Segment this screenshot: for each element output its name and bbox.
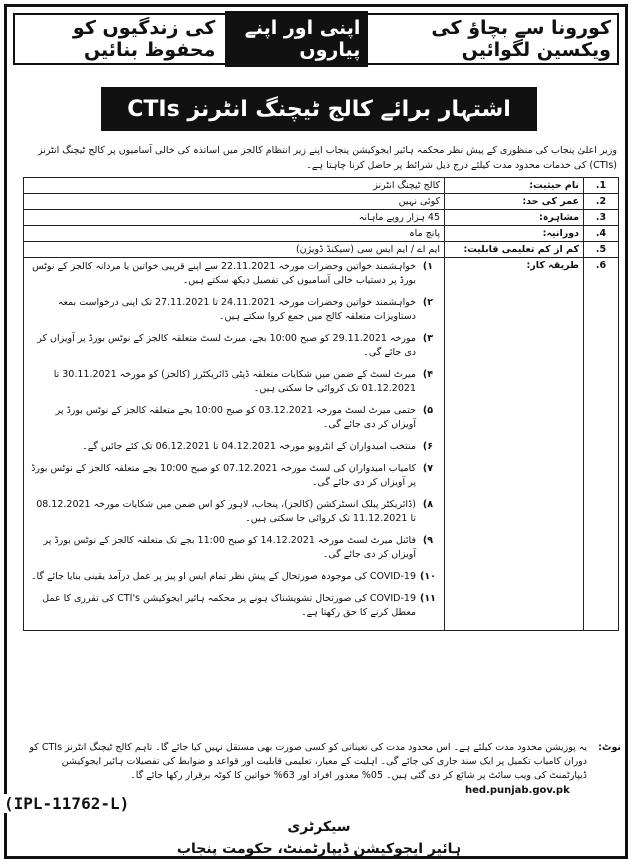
step-text: کامیاب امیدواران کی لسٹ مورخہ 07.12.2021 کو صبح 10:00 بجے متعلقہ کالجز کے نوٹس بورڈ پر آویزاں کر دی جائے گی۔ [31, 463, 416, 488]
step-text: مورخہ 29.11.2021 کو صبح 10:00 بجے، میرٹ لسٹ متعلقہ کالجز کے نوٹس بورڈ پر آویزاں کر دی جائے گی۔ [37, 333, 416, 358]
row-number: 2. [584, 194, 619, 210]
step-text: منتخب امیدواران کے انٹرویو مورخہ 04.12.2021 تا 06.12.2021 تک کئے جائیں گے۔ [82, 441, 416, 452]
row-number: 6. [584, 258, 619, 631]
table-row [24, 178, 619, 194]
signature-department: ہائیر ایجوکیشن ڈیپارٹمنٹ، حکومت پنجاب [176, 841, 462, 857]
intro-paragraph: وزیر اعلیٰ پنجاب کی منظوری کے پیش نظر محکمہ ہائیر ایجوکیشن پنجاب اپنے زیر انتظام کالجز میں اساتذہ کی خالی آسامیوں پر کالج ٹیچنگ انٹرنز (CTIs) کی خدمات محدود مدت کیلئے درج ذیل شرائط پر حاصل کرنا چاہتا ہے۔ [38, 145, 617, 171]
row-value: 45 ہزار روپے ماہانہ [24, 210, 445, 226]
row-label: نام حیثیت: [445, 178, 584, 194]
table-row [24, 226, 619, 242]
terms-table [23, 177, 619, 631]
note-text: یہ پوزیشن محدود مدت کیلئے ہے۔ اس محدود مدت کی تعیناتی کو کسی صورت بھی مستقل نہیں کیا جائے گا۔ تاہم کالج ٹیچنگ انٹرنز CTIs کو دوران کامیاب تکمیل پر ایک سند جاری کی جائے گی۔ اہلیت کے معیار، تعلیمی قابلیت اور قواعد و ضوابط کی تفصیلات ہائیر ایجوکیشن ڈیپارٹمنٹ کی ویب سائٹ پر شائع کر دی گئی ہیں۔ 05% معذور افراد اور 63% خواتین کا کوٹہ برقرار رکھا جائے گا۔ [29, 742, 587, 781]
row-label: عمر کی حد: [445, 194, 584, 210]
covid-banner [13, 13, 619, 65]
list-item [28, 462, 440, 490]
list-item [28, 296, 440, 324]
table-row [24, 242, 619, 258]
list-item [28, 440, 440, 454]
step-number: ۷) [422, 463, 434, 474]
step-text: حتمی میرٹ لسٹ مورخہ 03.12.2021 کو صبح 10:00 بجے متعلقہ کالجز کے نوٹس بورڈ پر آویزاں کر دی جائے گی۔ [55, 405, 416, 430]
list-item [28, 534, 440, 562]
step-text: میرٹ لسٹ کے ضمن میں شکایات متعلقہ ڈپٹی ڈائریکٹرز (کالجز) کو مورخہ 30.11.2021 تا 01.12.2021 تک کروائی جا سکتی ہیں۔ [53, 369, 416, 394]
row-label: کم از کم تعلیمی قابلیت: [445, 242, 584, 258]
table-row [24, 194, 619, 210]
row-value: پانچ ماہ [24, 226, 445, 242]
step-text: فائنل میرٹ لسٹ مورخہ 14.12.2021 کو صبح 11:00 بجے تک متعلقہ کالجز کے نوٹس بورڈ پر آویزاں کر دی جائے گی۔ [43, 535, 416, 560]
list-item [28, 592, 440, 620]
list-item [28, 368, 440, 396]
procedure-steps [28, 260, 440, 620]
step-number: ۴) [422, 369, 434, 380]
note-label: نوٹ: [598, 742, 621, 753]
row-number: 1. [584, 178, 619, 194]
ipl-reference: (IPL-11762-L) [4, 794, 130, 813]
step-number: ۱۱) [420, 593, 436, 604]
list-item [28, 498, 440, 526]
list-item [28, 332, 440, 360]
step-number: ۳) [422, 333, 434, 344]
step-number: ۶) [422, 441, 434, 452]
banner-part-1: کورونا سے بچاؤ کی ویکسین لگوائیں [431, 17, 611, 61]
row-value: کوئی نہیں [24, 194, 445, 210]
row-label: طریقہ کار: [445, 258, 584, 631]
row-number: 3. [584, 210, 619, 226]
signature-title: سیکرٹری [287, 819, 351, 835]
step-number: ۵) [422, 405, 434, 416]
step-text: COVID-19 کی صورتحال تشویشناک ہونے پر محکمہ ہائیر ایجوکیشن CTI's کی تقرری کا عمل معطل کرنے کا حق رکھتا ہے۔ [42, 593, 416, 618]
row-value: ایم اے / ایم ایس سی (سیکنڈ ڈویژن) [24, 242, 445, 258]
list-item [28, 570, 440, 584]
procedure-steps-cell [24, 258, 445, 631]
step-text: خواہشمند خواتین وحضرات مورخہ 24.11.2021 تا 27.11.2021 تک اپنی درخواست بمعہ دستاویزات متعلقہ کالج میں جمع کروا سکتے ہیں۔ [57, 297, 416, 322]
row-label: مشاہرہ: [445, 210, 584, 226]
list-item [28, 260, 440, 288]
table-row [24, 210, 619, 226]
banner-part-2: اپنی اور اپنے پیاروں [225, 11, 368, 67]
banner-part-3: کی زندگیوں کو محفوظ بنائیں [72, 17, 216, 61]
note-block [27, 741, 621, 783]
step-number: ۱۰) [420, 571, 436, 582]
advertisement-title: اشتہار برائے کالج ٹیچنگ انٹرنز CTIs [101, 87, 537, 131]
list-item [28, 404, 440, 432]
step-text: COVID-19 کی موجودہ صورتحال کے پیش نظر تمام ایس او پیز پر عمل درآمد یقینی بنایا جائے گا۔ [30, 571, 416, 582]
website-link[interactable]: hed.punjab.gov.pk [465, 785, 570, 796]
step-text: خواہشمند خواتین وحضرات مورخہ 22.11.2021 سے اپنے قریبی خواتین یا مردانہ کالجز کے نوٹس بورڈ پر دستیاب خالی آسامیوں کی تفصیل دیکھ سکتے ہیں۔ [32, 261, 416, 286]
step-number: ۲) [422, 297, 434, 308]
step-number: ۹) [422, 535, 434, 546]
advertisement-page [4, 4, 628, 859]
row-label: دورانیہ: [445, 226, 584, 242]
procedure-row [24, 258, 619, 631]
step-text: (ڈائریکٹر پبلک انسٹرکشن (کالجز)، پنجاب، لاہور کو اس ضمن میں شکایات مورخہ 08.12.2021 تا 11.12.2021 تک کروائی جا سکتی ہیں۔ [36, 499, 416, 524]
step-number: ۸) [422, 499, 434, 510]
row-number: 5. [584, 242, 619, 258]
row-value: کالج ٹیچنگ انٹرنز [24, 178, 445, 194]
row-number: 4. [584, 226, 619, 242]
step-number: ۱) [422, 261, 434, 272]
